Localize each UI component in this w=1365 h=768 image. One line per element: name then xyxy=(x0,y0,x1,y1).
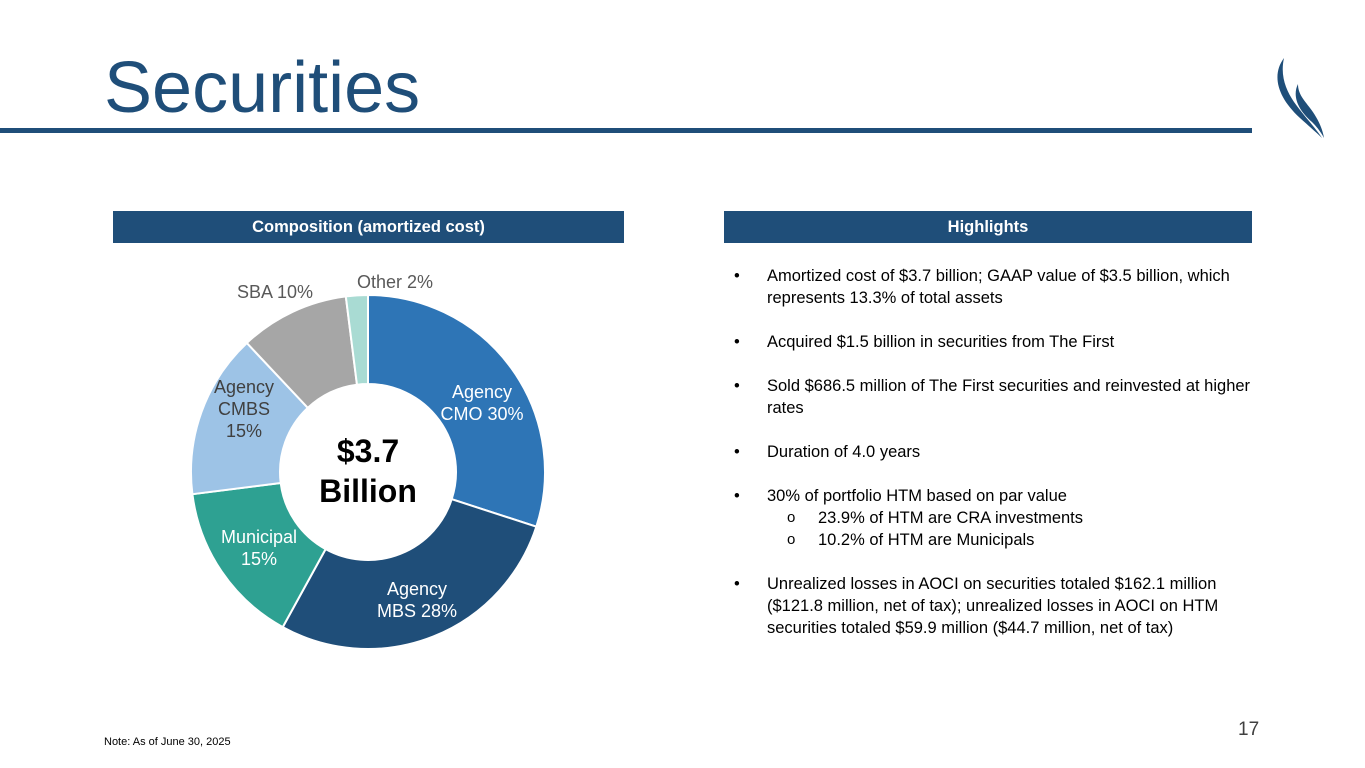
page-title: Securities xyxy=(104,48,421,128)
highlight-item xyxy=(734,485,1274,551)
label-municipal: Municipal 15% xyxy=(220,527,298,569)
label-sba: SBA 10% xyxy=(236,282,314,302)
highlight-text: Acquired $1.5 billion in securities from The First xyxy=(767,333,1115,351)
center-total-label: $3.7 Billion xyxy=(319,433,417,509)
label-agency-mbs: Agency MBS 28% xyxy=(376,579,458,621)
highlight-item xyxy=(734,375,1274,419)
highlight-item xyxy=(734,331,1274,353)
highlight-subitem: o 23.9% of HTM are CRA investments xyxy=(767,507,1274,529)
highlight-text: Duration of 4.0 years xyxy=(767,443,921,461)
highlight-item xyxy=(734,441,1274,463)
highlight-text: Sold $686.5 million of The First securities and reinvested at higher rates xyxy=(767,377,1251,417)
highlight-subitem: o 10.2% of HTM are Municipals xyxy=(767,529,1274,551)
highlight-text: Unrealized losses in AOCI on securities totaled $162.1 million ($121.8 million, net of tax); unrealized losses in AOCI on HTM securities totaled $59.9 million ($44.7 million, net of tax) xyxy=(767,575,1219,637)
highlights-header: Highlights xyxy=(724,211,1252,243)
highlight-text: 30% of portfolio HTM based on par value xyxy=(767,487,1067,505)
composition-header: Composition (amortized cost) xyxy=(113,211,624,243)
label-other: Other 2% xyxy=(356,272,434,292)
page-number: 17 xyxy=(1238,719,1260,740)
highlights-list xyxy=(734,265,1274,661)
company-logo-icon xyxy=(1270,56,1326,140)
highlight-item xyxy=(734,265,1274,309)
highlight-sublist xyxy=(767,507,1274,551)
highlight-item xyxy=(734,573,1274,639)
label-agency-cmo: Agency CMO 30% xyxy=(440,382,524,424)
slice-agency-mbs xyxy=(283,499,537,649)
highlight-text: Amortized cost of $3.7 billion; GAAP value of $3.5 billion, which represents 13.3% of total assets xyxy=(767,267,1230,307)
footnote: Note: As of June 30, 2025 xyxy=(104,736,231,748)
label-agency-cmbs: Agency CMBS 15% xyxy=(213,377,275,441)
title-divider xyxy=(0,128,1252,133)
composition-donut-chart xyxy=(180,255,560,665)
